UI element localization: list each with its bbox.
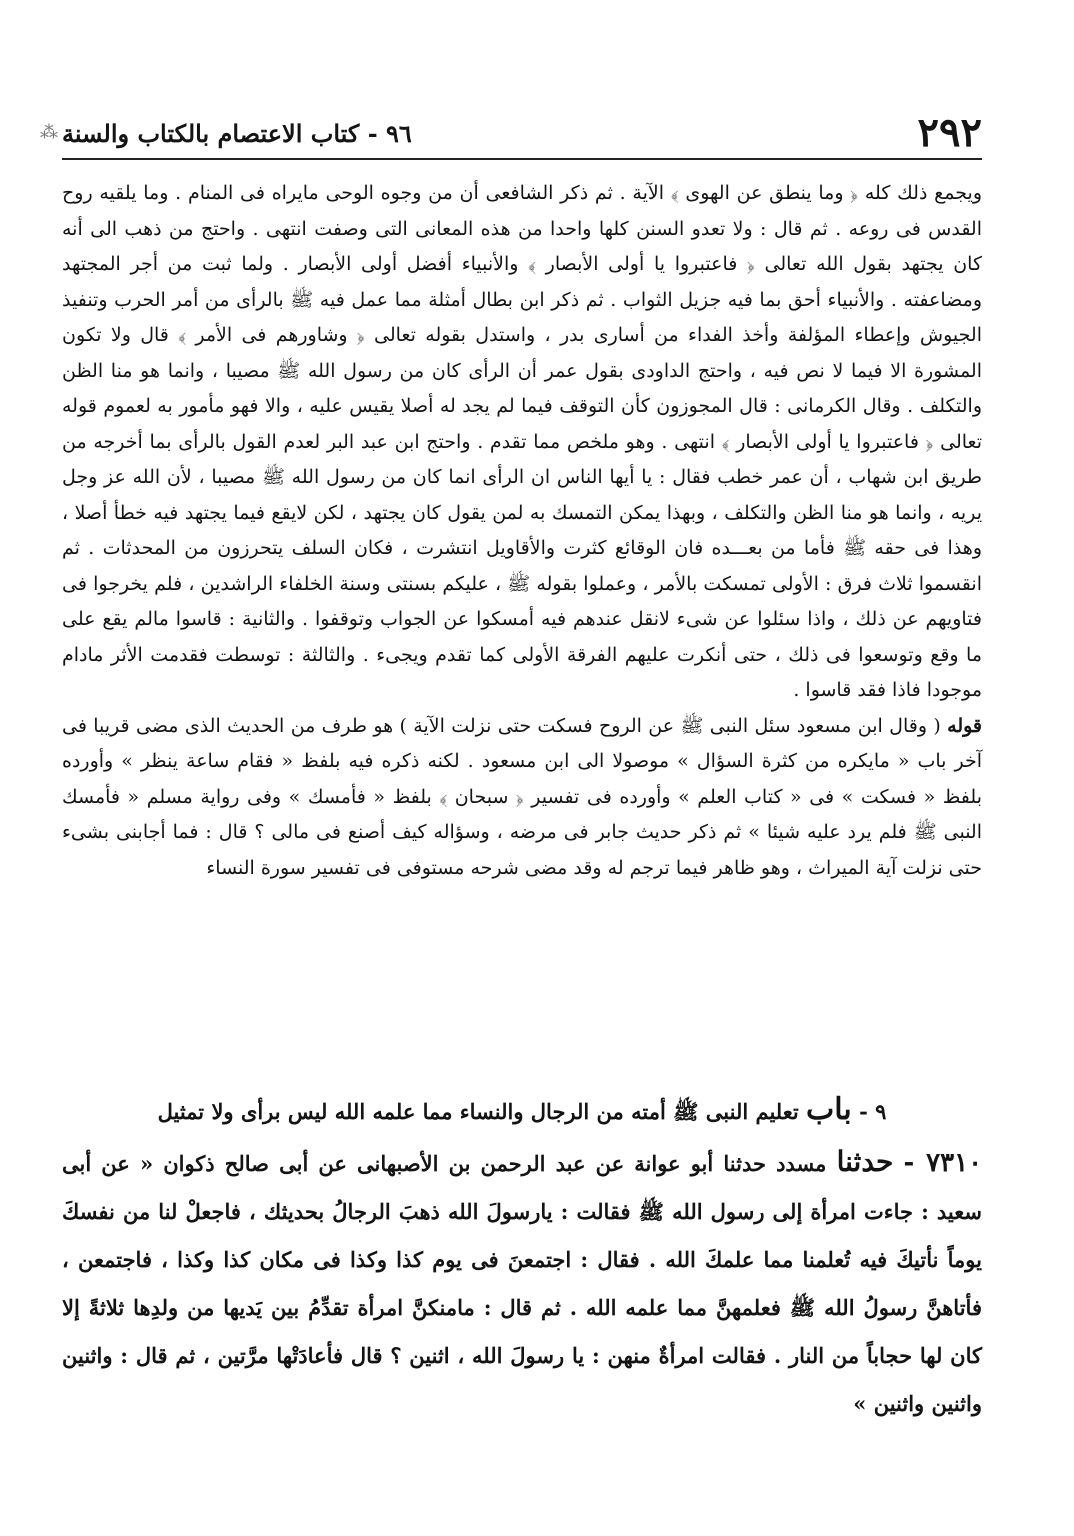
commentary-paragraph xyxy=(62,709,982,887)
hadith-text: مسدد حدثنا أبو عوانة عن عبد الرحمن بن الأصبهانى عن أبى صالح ذكوان « عن أبى سعيد : جاءت امرأة إلى رسول الله ﷺ فقالت : يارسولَ الله ذهبَ الرجالُ بحديثك ، فاجعلْ لنا من نفسكَ يوماً نأتيكَ فيه تُعلمنا مما علمكَ الله . فقال : اجتمعنَ فى يوم كذا وكذا فى مكان كذا وكذا ، فاجتمعن ، فأتاهنَّ رسولُ الله ﷺ فعلمهنَّ مما علمه الله . ثم قال : مامنكنَّ امرأة تقدِّمُ بين يَديها من ولدِها ثلاثةً إلا كان لها حجاباً من النار . فقالت امرأةٌ منهن : يا رسولَ الله ، اثنين ؟ قال فأعادَتْها مرَّتين ، ثم قال : واثنين واثنين واثنين » xyxy=(62,1151,982,1416)
chapter-number: ٩ - xyxy=(859,1099,887,1124)
hadith-haddathana: حدثنا xyxy=(836,1145,894,1178)
page-number: ٢٩٢ xyxy=(917,109,982,156)
commentary-paragraph: ويجمع ذلك كله ﴿ وما ينطق عن الهوى ﴾ الآية . ثم ذكر الشافعى أن من وجوه الوحى مايراه فى المنام . وما يلقيه روح القدس فى روعه . ثم قال : ولا تعدو السنن كلها واحدا من هذه المعانى التى وصفت انتهى . واحتج من ذهب الى أنه كان يجتهد بقول الله تعالى ﴿ فاعتبروا يا أولى الأبصار ﴾ والأنبياء أفضل أولى الأبصار . ولما ثبت من أجر المجتهد ومضاعفته . والأنبياء أحق بما فيه جزيل الثواب . ثم ذكر ابن بطال أمثلة مما عمل فيه ﷺ بالرأى من أمر الحرب وتنفيذ الجيوش وإعطاء المؤلفة وأخذ الفداء من أسارى بدر ، واستدل بقوله تعالى ﴿ وشاورهم فى الأمر ﴾ قال ولا تكون المشورة الا فيما لا نص فيه ، واحتج الداودى بقول عمر أن الرأى كان من رسول الله ﷺ مصيبا ، وانما هو منا الظن والتكلف . وقال الكرمانى : قال المجوزون كأن التوقف فيما لم يجد له أصلا يقيس عليه ، والا فهو مأمور به لعموم قوله تعالى ﴿ فاعتبروا يا أولى الأبصار ﴾ انتهى . وهو ملخص مما تقدم . واحتج ابن عبد البر لعدم القول بالرأى بما أخرجه من طريق ابن شهاب ، أن عمر خطب فقال : يا أيها الناس ان الرأى انما كان من رسول الله ﷺ مصيبا ، لأن الله عز وجل يريه ، وانما هو منا الظن والتكلف ، وبهذا يمكن التمسك به لمن يقول كان يجتهد ، لكن لايقع فيما يجتهد فيه خطأ أصلا ، وهذا فى حقه ﷺ فأما من بعـــده فان الوقائع كثرت والأقاويل انتشرت ، فكان السلف يتحرزون من المحدثات . ثم انقسموا ثلاث فرق : الأولى تمسكت بالأمر ، وعملوا بقوله ﷺ ، عليكم بسنتى وسنة الخلفاء الراشدين ، فلم يخرجوا فى فتاويهم عن ذلك ، واذا سئلوا عن شىء لانقل عندهم فيه أمسكوا عن الجواب وتوقفوا . والثانية : قاسوا مالم يقع على ما وقع وتوسعوا فى ذلك ، حتى أنكرت عليهم الفرقة الأولى كما تقدم ويجىء . والثالثة : توسطت فقدمت الأثر مادام موجودا فاذا فقد قاسوا . xyxy=(62,182,982,701)
chapter-heading xyxy=(62,1088,982,1134)
qawluhu-label: قوله xyxy=(947,714,983,737)
margin-mark-icon: ⁂ xyxy=(40,122,58,143)
page-header xyxy=(62,108,982,158)
chapter-title: تعليم النبى ﷺ أمته من الرجال والنساء مما علمه الله ليس برأى ولا تمثيل xyxy=(157,1099,799,1124)
hadith-section xyxy=(62,1138,982,1428)
hadith-number: ٧٣١٠ - xyxy=(903,1148,983,1178)
running-head: ٩٦ - كتاب الاعتصام بالكتاب والسنة xyxy=(62,119,412,148)
hadith-paragraph xyxy=(62,1138,982,1428)
commentary-section xyxy=(62,176,982,886)
commentary-paragraph-text: ( وقال ابن مسعود سئل النبى ﷺ عن الروح فسكت حتى نزلت الآية ) هو طرف من الحديث الذى مضى قريبا فى آخر باب « مايكره من كثرة السؤال » موصولا الى ابن مسعود . لكنه ذكره فيه بلفظ « فقام ساعة ينظر » وأورده بلفظ « فسكت » فى « كتاب العلم » وأورده فى تفسير ﴿ سبحان ﴾ بلفظ « فأمسك » وفى رواية مسلم « فأمسك النبى ﷺ فلم يرد عليه شيئا » ثم ذكر حديث جابر فى مرضه ، وسؤاله كيف أصنع فى مالى ؟ قال : فما أجابنى بشىء حتى نزلت آية الميراث ، وهو ظاهر فيما ترجم له وقد مضى شرحه مستوفى فى تفسير سورة النساء xyxy=(62,714,982,879)
chapter-bab-word: باب xyxy=(806,1092,852,1127)
header-rule xyxy=(62,158,982,160)
